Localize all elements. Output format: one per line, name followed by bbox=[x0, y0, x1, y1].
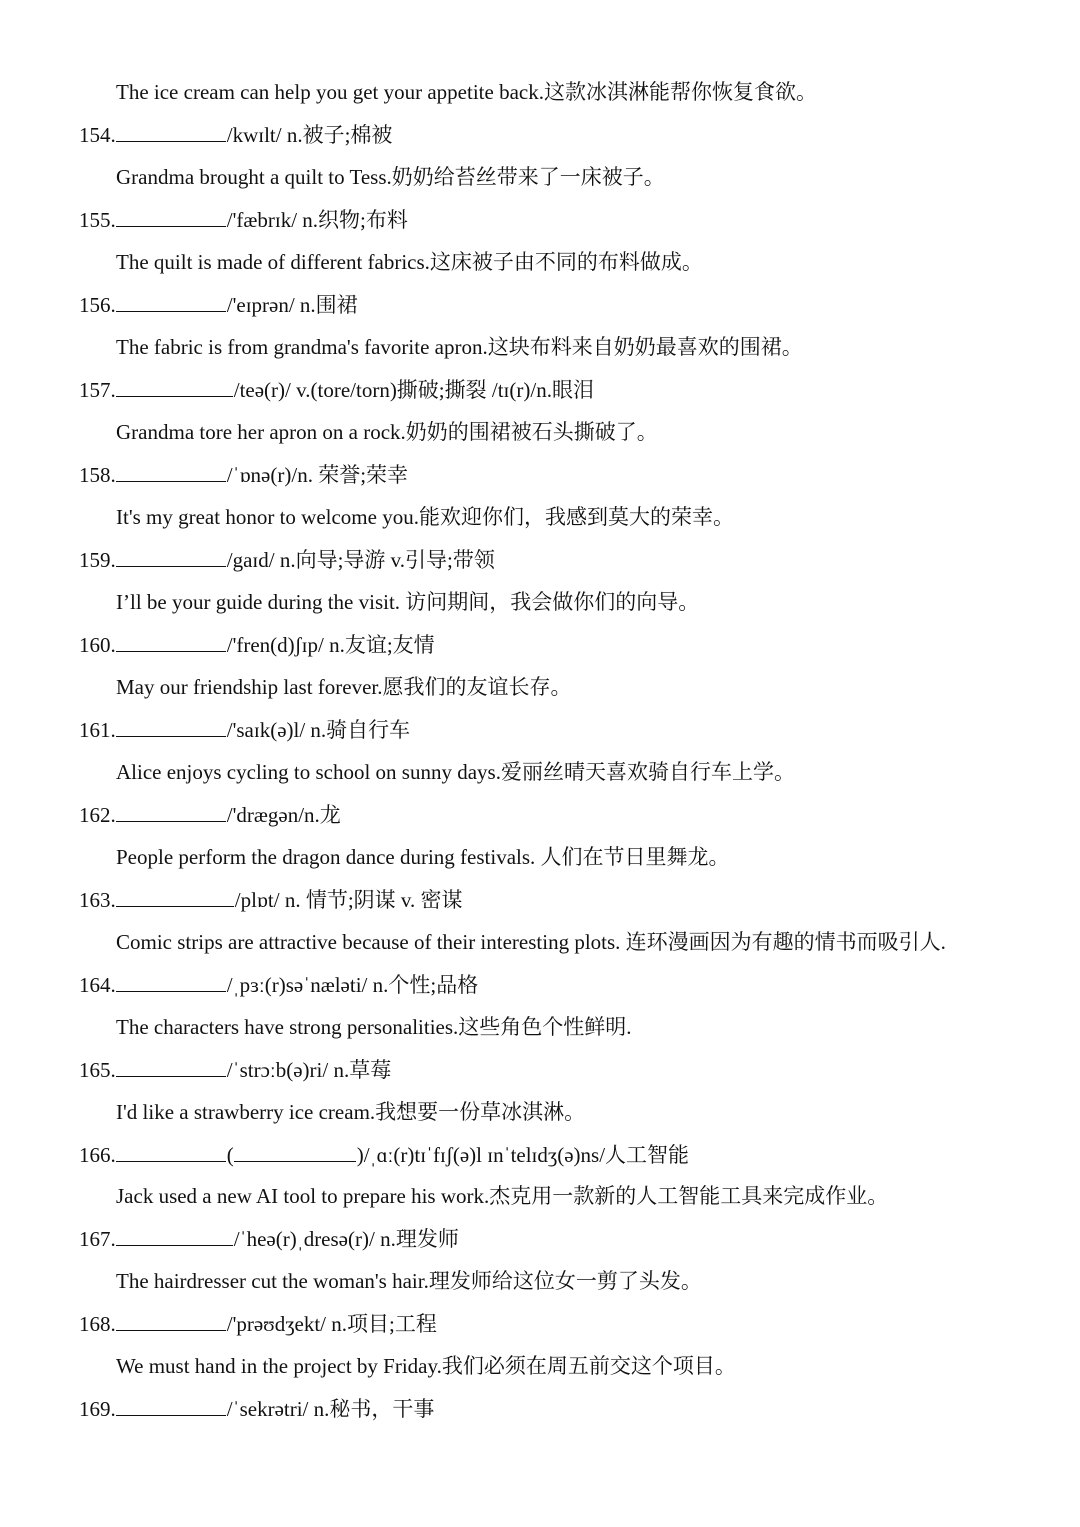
example-sentence: The characters have strong personalities.这些角色个性鲜明. bbox=[116, 1015, 632, 1039]
entry-definition: /'fren(d)ʃɪp/ n.友谊;友情 bbox=[226, 633, 435, 657]
entry-number: 159. bbox=[79, 548, 116, 572]
entry-number: 161. bbox=[79, 718, 116, 742]
vocab-entry bbox=[79, 291, 358, 318]
entry-definition: /'fæbrɪk/ n.织物;布料 bbox=[226, 208, 408, 232]
vocab-entry bbox=[79, 801, 341, 828]
entry-definition: )/ˌɑː(r)tɪˈfɪʃ(ə)l ɪnˈtelɪdʒ(ə)ns/人工智能 bbox=[356, 1143, 690, 1167]
answer-blank[interactable] bbox=[116, 1225, 233, 1246]
vocab-entry bbox=[79, 1056, 391, 1083]
entry-number: 164. bbox=[79, 973, 116, 997]
answer-blank[interactable] bbox=[116, 1310, 226, 1331]
vocab-entry bbox=[79, 1395, 434, 1422]
example-sentence: Grandma brought a quilt to Tess.奶奶给苔丝带来了一床被子。 bbox=[116, 165, 665, 189]
entry-number: 154. bbox=[79, 123, 116, 147]
example-sentence: Comic strips are attractive because of their interesting plots. 连环漫画因为有趣的情书而吸引人. bbox=[116, 930, 946, 954]
entry-number: 162. bbox=[79, 803, 116, 827]
example-sentence: Grandma tore her apron on a rock.奶奶的围裙被石头撕破了。 bbox=[116, 420, 658, 444]
answer-blank[interactable] bbox=[116, 206, 226, 227]
example-sentence: It's my great honor to welcome you.能欢迎你们，我感到莫大的荣幸。 bbox=[116, 505, 734, 529]
example-sentence: The fabric is from grandma's favorite apron.这块布料来自奶奶最喜欢的围裙。 bbox=[116, 335, 803, 359]
example-sentence: I'd like a strawberry ice cream.我想要一份草冰淇淋。 bbox=[116, 1100, 586, 1124]
example-sentence: The ice cream can help you get your appetite back.这款冰淇淋能帮你恢复食欲。 bbox=[116, 80, 817, 104]
answer-blank[interactable] bbox=[116, 801, 226, 822]
entry-number: 156. bbox=[79, 293, 116, 317]
entry-number: 163. bbox=[79, 888, 116, 912]
example-sentence: Jack used a new AI tool to prepare his work.杰克用一款新的人工智能工具来完成作业。 bbox=[116, 1184, 889, 1208]
answer-blank[interactable] bbox=[116, 716, 226, 737]
vocab-entry bbox=[79, 1225, 459, 1252]
answer-blank[interactable] bbox=[116, 461, 226, 482]
vocab-entry bbox=[79, 716, 410, 743]
entry-definition: /kwɪlt/ n.被子;棉被 bbox=[226, 123, 393, 147]
example-sentence: The quilt is made of different fabrics.这床被子由不同的布料做成。 bbox=[116, 250, 703, 274]
entry-definition: /ˈheə(r)ˌdresə(r)/ n.理发师 bbox=[233, 1227, 459, 1251]
entry-definition: /gaɪd/ n.向导;导游 v.引导;带领 bbox=[226, 548, 495, 572]
answer-blank[interactable] bbox=[116, 376, 233, 397]
entry-definition: /'drægən/n.龙 bbox=[226, 803, 341, 827]
answer-blank[interactable] bbox=[116, 1395, 226, 1416]
entry-number: 157. bbox=[79, 378, 116, 402]
example-sentence: People perform the dragon dance during festivals. 人们在节日里舞龙。 bbox=[116, 845, 730, 869]
entry-number: 165. bbox=[79, 1058, 116, 1082]
entry-number: 167. bbox=[79, 1227, 116, 1251]
vocab-entry bbox=[79, 1310, 437, 1337]
entry-number: 168. bbox=[79, 1312, 116, 1336]
answer-blank[interactable] bbox=[116, 631, 226, 652]
answer-blank[interactable] bbox=[116, 971, 226, 992]
entry-definition: /teə(r)/ v.(tore/torn)撕破;撕裂 /tɪ(r)/n.眼泪 bbox=[233, 378, 594, 402]
answer-blank-abbrev[interactable] bbox=[234, 1141, 356, 1162]
entry-number: 169. bbox=[79, 1397, 116, 1421]
open-paren: ( bbox=[226, 1143, 234, 1167]
vocab-entry bbox=[79, 206, 408, 233]
entry-definition: /ˈstrɔːb(ə)ri/ n.草莓 bbox=[226, 1058, 392, 1082]
example-sentence: Alice enjoys cycling to school on sunny days.爱丽丝晴天喜欢骑自行车上学。 bbox=[116, 760, 795, 784]
answer-blank[interactable] bbox=[116, 546, 226, 567]
entry-number: 158. bbox=[79, 463, 116, 487]
vocab-entry bbox=[79, 461, 408, 488]
vocab-entry bbox=[79, 546, 495, 573]
example-sentence: We must hand in the project by Friday.我们必须在周五前交这个项目。 bbox=[116, 1354, 736, 1378]
example-sentence: May our friendship last forever.愿我们的友谊长存。 bbox=[116, 675, 572, 699]
entry-definition: /'saɪk(ə)l/ n.骑自行车 bbox=[226, 718, 411, 742]
answer-blank[interactable] bbox=[116, 291, 226, 312]
answer-blank[interactable] bbox=[116, 1056, 226, 1077]
entry-number: 155. bbox=[79, 208, 116, 232]
entry-number: 160. bbox=[79, 633, 116, 657]
example-sentence: I’ll be your guide during the visit. 访问期间，我会做你们的向导。 bbox=[116, 590, 700, 614]
answer-blank[interactable] bbox=[116, 1141, 226, 1162]
entry-definition: /ˈɒnə(r)/n. 荣誉;荣幸 bbox=[226, 463, 409, 487]
entry-definition: /ˈsekrətri/ n.秘书，干事 bbox=[226, 1397, 435, 1421]
answer-blank[interactable] bbox=[116, 121, 226, 142]
vocab-entry bbox=[79, 376, 594, 403]
vocab-entry bbox=[79, 631, 435, 658]
vocab-entry bbox=[79, 1141, 689, 1168]
answer-blank[interactable] bbox=[116, 886, 234, 907]
entry-number: 166. bbox=[79, 1143, 116, 1167]
vocab-entry bbox=[79, 971, 478, 998]
example-sentence: The hairdresser cut the woman's hair.理发师给这位女一剪了头发。 bbox=[116, 1269, 702, 1293]
vocab-entry bbox=[79, 121, 392, 148]
entry-definition: /plɒt/ n. 情节;阴谋 v. 密谋 bbox=[234, 888, 463, 912]
entry-definition: /'eɪprən/ n.围裙 bbox=[226, 293, 358, 317]
vocab-entry bbox=[79, 886, 463, 913]
entry-definition: /'prəʊdʒekt/ n.项目;工程 bbox=[226, 1312, 437, 1336]
entry-definition: /ˌpɜː(r)səˈnæləti/ n.个性;品格 bbox=[226, 973, 479, 997]
